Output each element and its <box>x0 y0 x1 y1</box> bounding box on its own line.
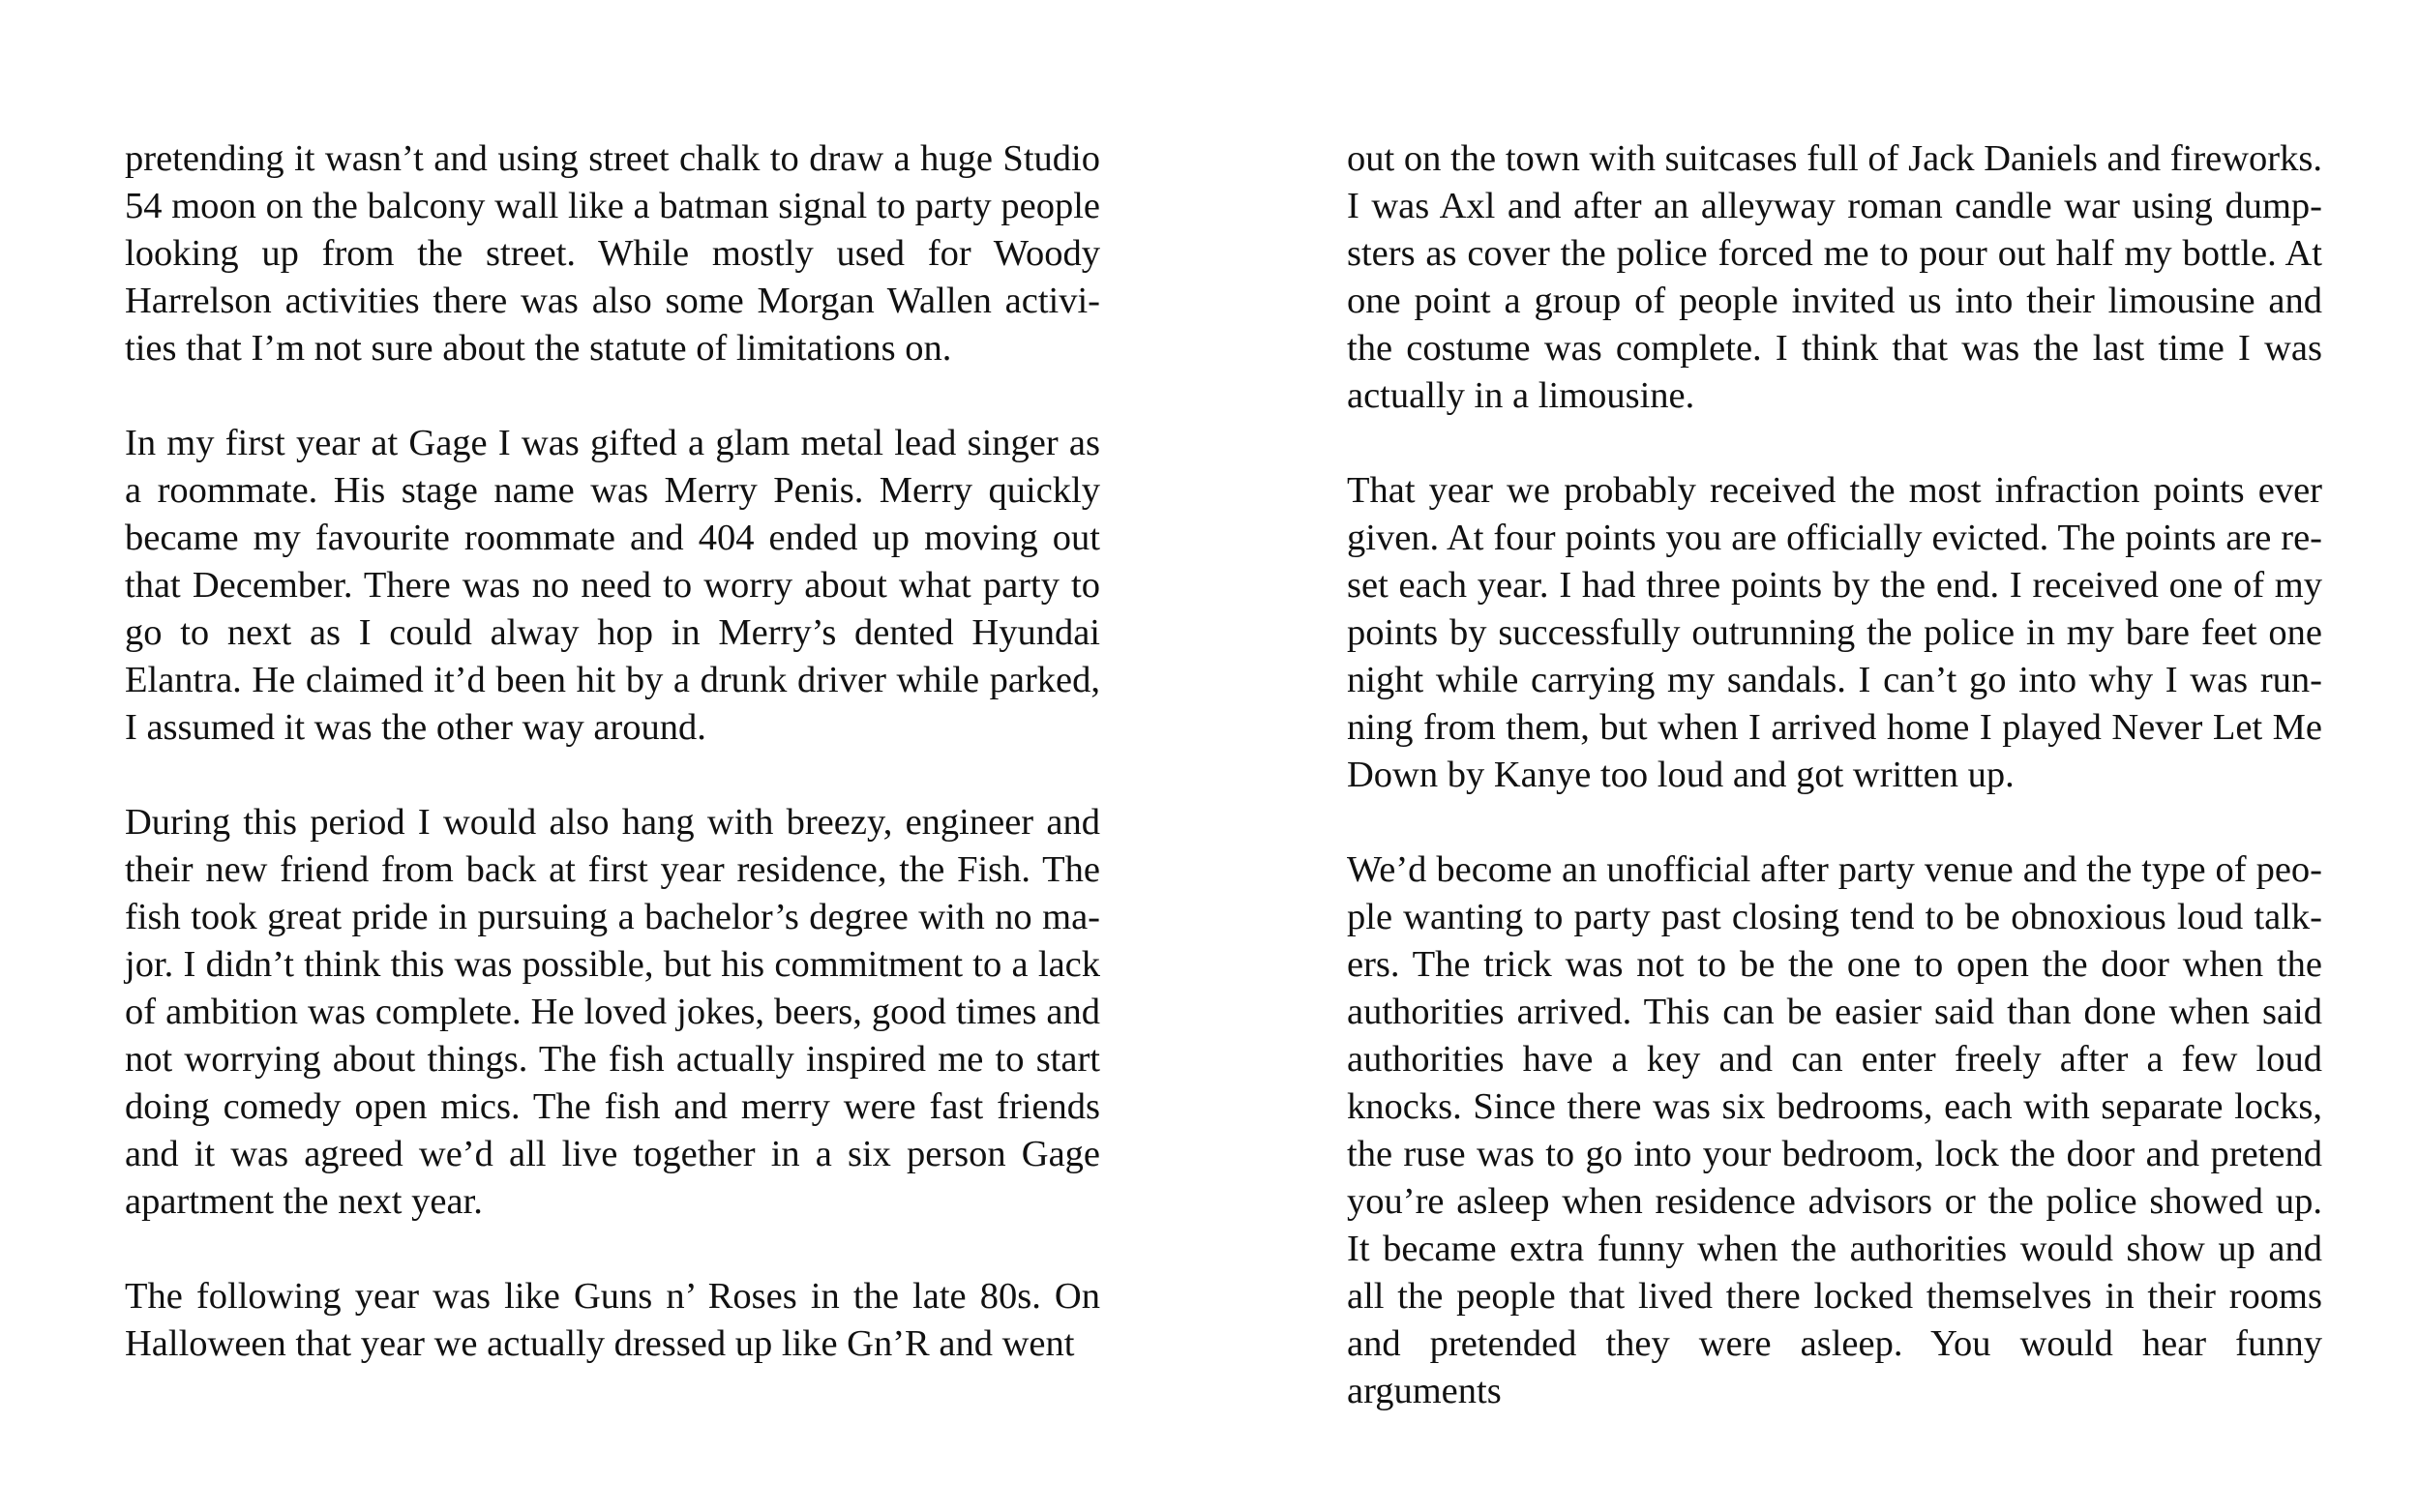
right-paragraph-3: We’d become an unofficial after party venue and the type of people wanting to party past closing tend to be obnoxious loud talkers. The trick was not to be the one to open the door when the authorities arrived. This can be easier said than done when said authorities have a key and can enter freely after a few loud knocks. Since there was six bedrooms, each with separate locks, the ruse was to go into your bedroom, lock the door and pretend you’re asleep when residence advisors or the police showed up. It became extra funny when the authorities would show up and all the people that lived there locked themselves in their rooms and pretended they were asleep. You would hear funny arguments <box>1347 849 2322 1411</box>
left-paragraph-2: In my first year at Gage I was gifted a glam metal lead singer as a roommate. His stage name was Merry Penis. Merry quickly became my favourite roommate and 404 ended up moving out that December. There was no need to worry about what party to go to next as I could alway hop in Merry’s dented Hyundai Elantra. He claimed it’d been hit by a drunk driver while parked, I assumed it was the other way around. <box>125 423 1100 748</box>
left-page <box>125 135 1100 1368</box>
left-paragraph-3: During this period I would also hang with breezy, engineer and their new friend from back at first year residence, the Fish. The fish took great pride in pursuing a bachelor’s degree with no major. I didn’t think this was possible, but his commitment to a lack of ambition was complete. He loved jokes, beers, good times and not worrying about things. The fish actually inspired me to start doing comedy open mics. The fish and merry were fast friends and it was agreed we’d all live together in a six person Gage apartment the next year. <box>125 802 1100 1222</box>
left-paragraph-1: pretending it wasn’t and using street chalk to draw a huge Studio 54 moon on the balcony wall like a batman signal to party people looking up from the street. While mostly used for Woody Harrelson activities there was also some Morgan Wallen activities that I’m not sure about the statute of limitations on. <box>125 138 1100 369</box>
right-paragraph-2: That year we probably received the most infraction points ever given. At four points you are officially evicted. The points are reset each year. I had three points by the end. I received one of my points by successfully outrunning the police in my bare feet one night while carrying my sandals. I can’t go into why I was running from them, but when I arrived home I played Never Let Me Down by Kanye too loud and got written up. <box>1347 470 2322 795</box>
left-paragraph-4: The following year was like Guns n’ Roses in the late 80s. On Halloween that year we actually dressed up like Gn’R and went <box>125 1276 1100 1364</box>
right-page <box>1347 135 2322 1415</box>
right-paragraph-1: out on the town with suitcases full of Jack Daniels and fireworks. I was Axl and after an alleyway roman candle war using dumpsters as cover the police forced me to pour out half my bottle. At one point a group of people invited us into their limousine and the costume was complete. I think that was the last time I was actually in a limousine. <box>1347 138 2322 416</box>
